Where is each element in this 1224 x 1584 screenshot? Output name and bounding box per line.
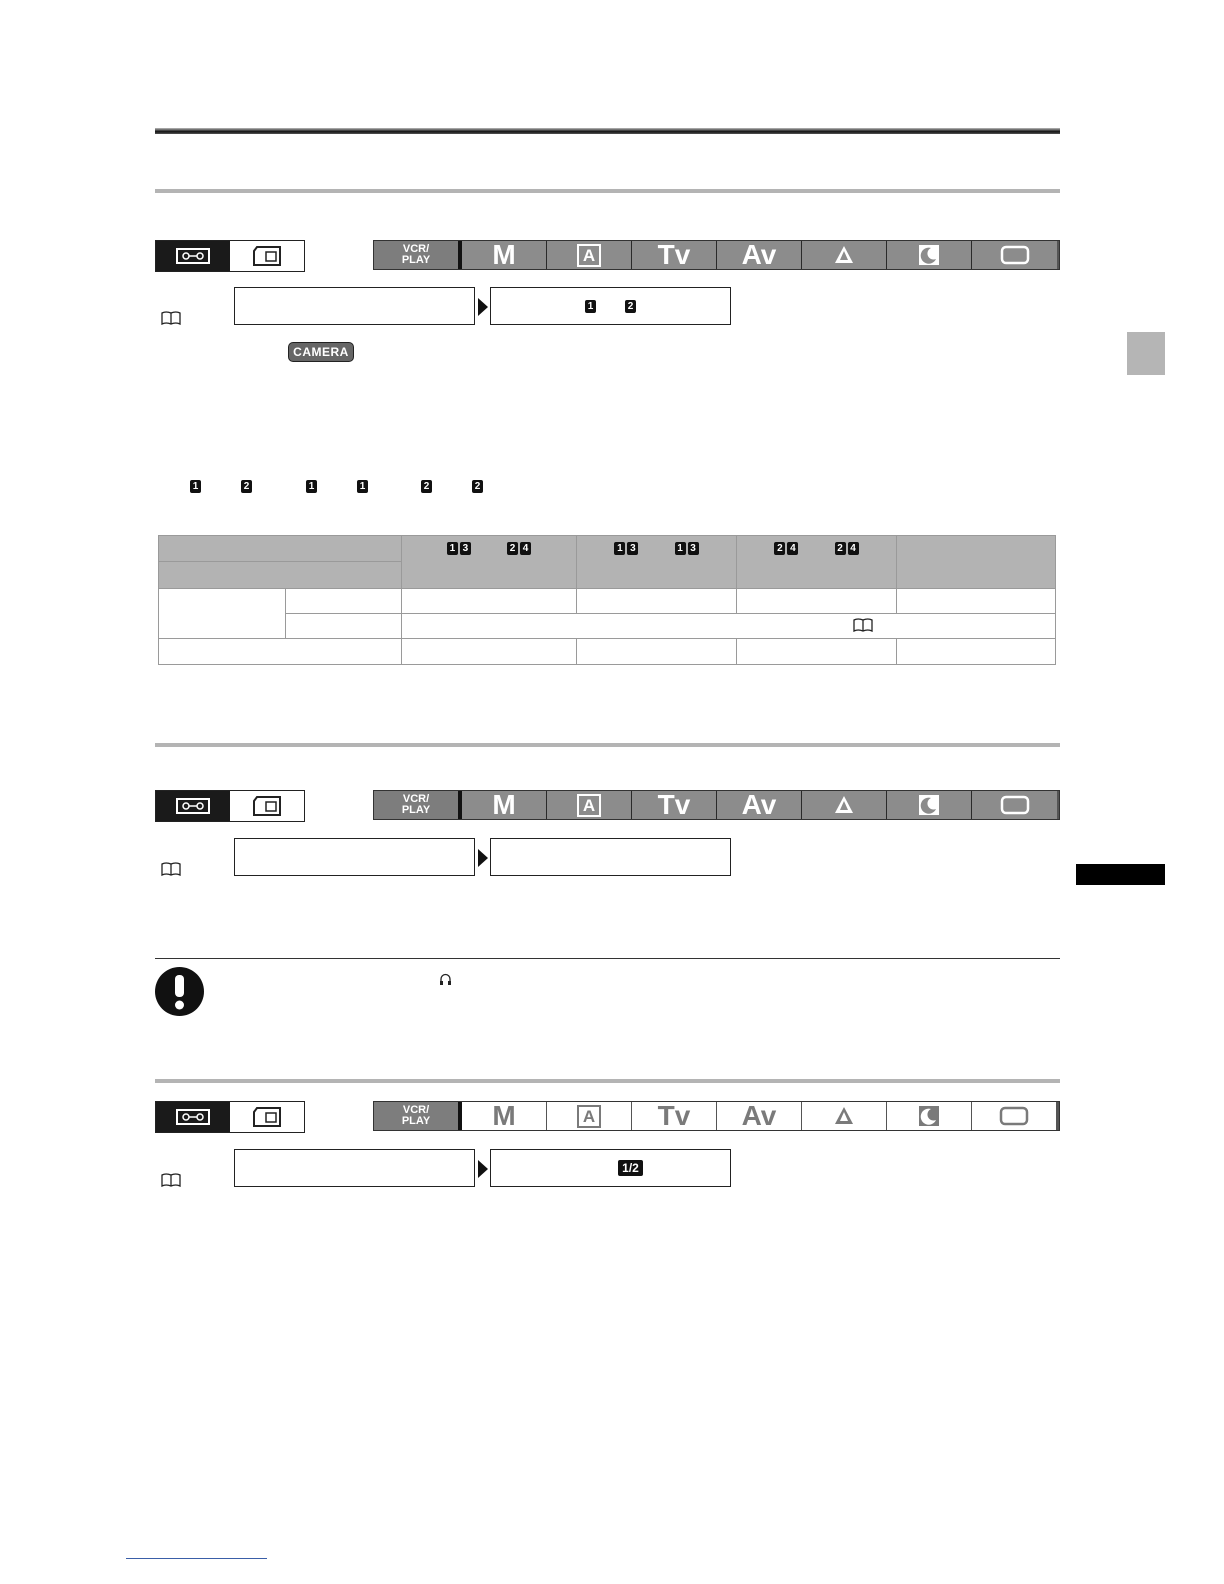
mode-vcr-play: VCR/ PLAY: [374, 791, 462, 819]
marker: 1: [357, 480, 368, 493]
audio-output-table: [158, 535, 1056, 665]
page-reference-icon: [161, 1173, 181, 1187]
mode-vcr-play: VCR/ PLAY: [374, 1102, 462, 1130]
headphones-icon: [439, 972, 452, 986]
mode-dial-bar: [373, 790, 1060, 820]
table-header-cell: [897, 536, 1056, 589]
mode-spotlight-icon: [802, 1102, 887, 1130]
media-selector: [155, 790, 305, 822]
section-rule-3: [155, 1079, 1060, 1083]
menu-arrow-icon: [478, 298, 488, 316]
memory-card-icon: [230, 791, 304, 821]
mode-night-icon: [887, 241, 972, 269]
table-row: [159, 639, 1056, 665]
table-row: [159, 589, 1056, 614]
marker: 2: [421, 480, 432, 493]
menu-path-box: [234, 838, 475, 876]
page-reference-icon: [853, 618, 873, 632]
section-index-tab: [1076, 864, 1165, 885]
memory-card-icon: [230, 241, 304, 271]
menu-arrow-icon: [478, 1160, 488, 1178]
table-header-cell: 1 3 1 3: [577, 536, 737, 589]
mode-manual: M: [462, 791, 547, 819]
top-rule: [155, 128, 1060, 134]
page-reference-icon: [161, 862, 181, 876]
marker: 2: [472, 480, 483, 493]
mode-tv: Tv: [632, 791, 717, 819]
marker: 2: [241, 480, 252, 493]
table-header-cell: [159, 536, 402, 562]
mode-tv: Tv: [632, 1102, 717, 1130]
media-selector: [155, 1101, 305, 1133]
mode-auto: A: [547, 1102, 632, 1130]
marker: 1: [306, 480, 317, 493]
mode-easy-icon: [972, 1102, 1057, 1130]
mode-auto: A: [547, 241, 632, 269]
menu-setting-box: [490, 838, 731, 876]
table-header-cell: 2 4 2 4: [737, 536, 897, 589]
mode-dial-bar: [373, 1101, 1060, 1131]
mode-manual: M: [462, 1102, 547, 1130]
menu-arrow-icon: [478, 849, 488, 867]
table-header-cell: 1 3 2 4: [402, 536, 577, 589]
tape-icon: [156, 791, 230, 821]
mode-av: Av: [717, 241, 802, 269]
mode-night-icon: [887, 791, 972, 819]
table-header-cell: [159, 562, 402, 589]
mode-tv: Tv: [632, 241, 717, 269]
menu-setting-box: [490, 1149, 731, 1187]
mode-manual: M: [462, 241, 547, 269]
menu-path-box: [234, 1149, 475, 1187]
tape-icon: [156, 1102, 230, 1132]
mode-av: Av: [717, 791, 802, 819]
caution-icon: [155, 967, 204, 1016]
mode-easy-icon: [972, 791, 1057, 819]
mode-spotlight-icon: [802, 241, 887, 269]
footer-link-underline: [126, 1558, 267, 1559]
mode-night-icon: [887, 1102, 972, 1130]
mode-av: Av: [717, 1102, 802, 1130]
menu-path-box: [234, 287, 475, 325]
ratio-marker: 1/2: [618, 1160, 643, 1176]
section-rule-2: [155, 743, 1060, 747]
memory-card-icon: [230, 1102, 304, 1132]
marker: 1: [190, 480, 201, 493]
note-rule: [155, 958, 1060, 959]
mode-dial-bar: [373, 240, 1060, 270]
mode-spotlight-icon: [802, 791, 887, 819]
media-selector: [155, 240, 305, 272]
channel-2-marker: 2: [625, 300, 636, 313]
table-row: [159, 614, 1056, 639]
mode-vcr-play: VCR/ PLAY: [374, 241, 462, 269]
page-reference-icon: [161, 311, 181, 325]
camera-mode-badge: CAMERA: [288, 342, 354, 362]
tape-icon: [156, 241, 230, 271]
menu-setting-box: [490, 287, 731, 325]
chapter-tab: [1127, 332, 1165, 375]
mode-auto: A: [547, 791, 632, 819]
mode-easy-icon: [972, 241, 1057, 269]
channel-1-marker: 1: [585, 300, 596, 313]
section-rule-1: [155, 189, 1060, 193]
